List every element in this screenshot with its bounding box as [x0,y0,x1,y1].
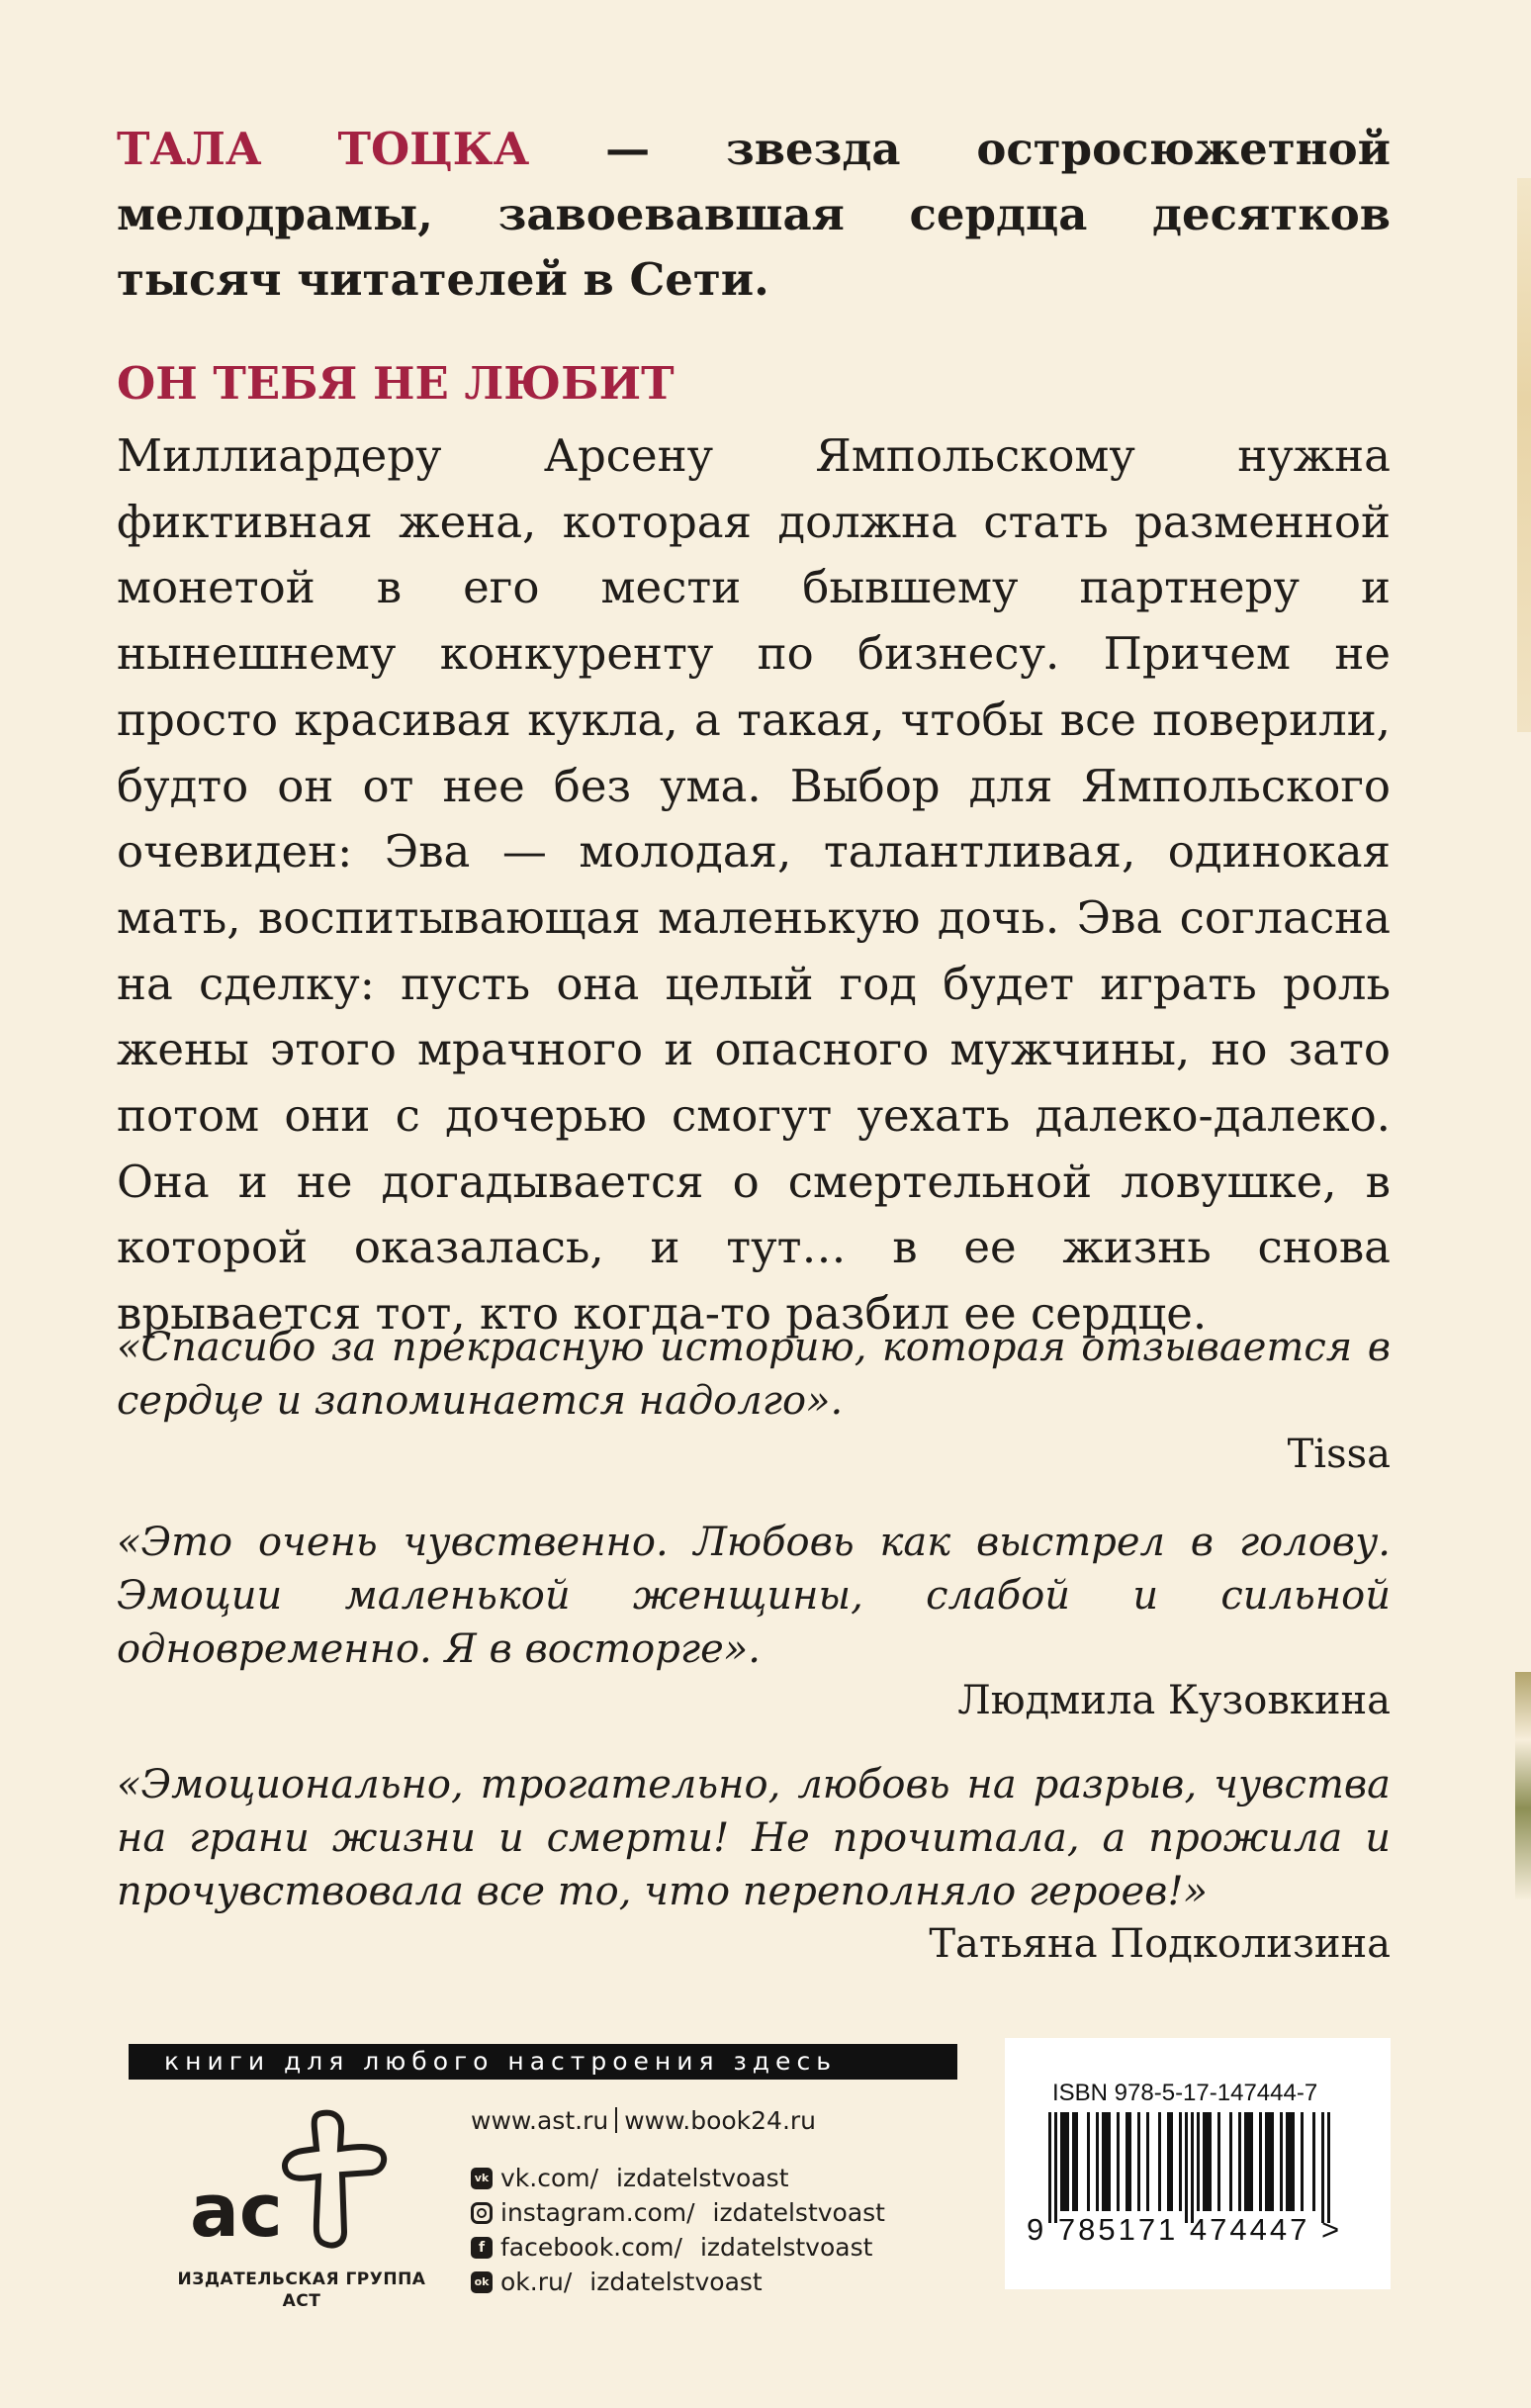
review-text: «Это очень чувственно. Любовь как выстрел в голову. Эмоции маленькой женщины, слабой и сильной одновременно. Я в восторге». [117,1520,1391,1672]
review-3 [117,1758,1391,1918]
barcode-bar [1244,2112,1247,2211]
barcode-bar [1247,2112,1250,2211]
barcode-bar [1137,2112,1140,2211]
odnoklassniki-icon: ok [471,2271,493,2293]
review-author: Tissa [1287,1432,1391,1477]
barcode-digits: 9 785171 474447 > [1027,2212,1343,2247]
barcode-bar [1203,2112,1206,2211]
review-text: «Спасибо за прекрасную историю, которая отзывается в сердце и запоминается надолго». [117,1325,1391,1424]
website-ast[interactable]: www.ast.ru [471,2106,609,2135]
barcode-bar [1066,2112,1069,2211]
review-2 [117,1516,1391,1676]
barcode-icon [1048,2112,1345,2226]
review-1 [117,1321,1391,1428]
barcode-bar [1321,2112,1324,2223]
barcode-bar [1229,2112,1232,2211]
isbn-number: ISBN 978-5-17-147444-7 [1052,2080,1318,2106]
barcode-bar [1206,2112,1209,2211]
facebook-icon: f [471,2237,493,2259]
annotation-text: Миллиардеру Арсену Ямпольскому нужна фиктивная жена, которая должна стать разменной монетой в его мести бывшему партнеру и нынешнему конкуренту по бизнесу. Причем не просто красивая кукла, а такая, чтобы все поверили, будто он от нее без ума. Выбор для Ямпольского очевиден: Эва — молодая, талантливая, одинокая мать, воспитывающая маленькую дочь. Эва согласна на сделку: пусть она целый год будет играть роль жены этого мрачного и опасного мужчины, но зато потом они с дочерью смогут уехать далеко-далеко. Она и не догадывается о смертельной ловушке, в которой оказалась, и тут… в ее жизнь снова врывается тот, кто когда-то разбил ее сердце. [117,429,1391,1341]
barcode-bar [1301,2112,1304,2211]
barcode-bar [1250,2112,1253,2211]
barcode-bar [1179,2112,1182,2211]
annotation [117,423,1391,1347]
barcode-bar [1117,2112,1120,2211]
barcode-bar [1102,2112,1105,2211]
barcode-bar [1096,2112,1099,2211]
barcode-bar [1265,2112,1268,2211]
vk-icon: vk [471,2168,493,2189]
barcode-bar [1289,2112,1292,2211]
barcode-bar [1312,2112,1315,2211]
barcode-bar [1209,2112,1212,2211]
barcode-bar [1048,2112,1051,2223]
tagline-bar: книги для любого настроения здесь [129,2044,957,2080]
barcode-bar [1128,2112,1131,2211]
review-author: Людмила Кузовкина [957,1678,1391,1723]
barcode-bar [1185,2112,1188,2223]
barcode-bar [1105,2112,1108,2211]
social-link-instagram[interactable]: instagram.com/ izdatelstvoast [471,2195,885,2230]
barcode-bar [1259,2112,1262,2211]
author-blurb [117,117,1391,313]
barcode-bar [1280,2112,1283,2211]
barcode-bar [1087,2112,1090,2211]
barcode-bar [1286,2112,1289,2211]
barcode-bar [1060,2112,1063,2211]
barcode-bar [1327,2112,1330,2223]
website-book24[interactable]: www.book24.ru [624,2106,817,2135]
ast-logo-text: ac [190,2169,283,2254]
barcode-bar [1271,2112,1274,2211]
barcode-bar [1158,2112,1161,2211]
instagram-icon [471,2202,493,2224]
social-link-vk[interactable]: vk vk.com/ izdatelstvoast [471,2161,885,2195]
barcode-bar [1292,2112,1295,2211]
ast-logo-icon [186,2105,394,2254]
barcode-bar [1054,2112,1057,2223]
book-title: ОН ТЕБЯ НЕ ЛЮБИТ [117,357,675,410]
cover-photo-edge [1517,178,1531,732]
social-link-facebook[interactable]: f facebook.com/ izdatelstvoast [471,2230,885,2265]
separator [615,2107,617,2133]
social-link-odnoklassniki[interactable]: ok ok.ru/ izdatelstvoast [471,2265,885,2299]
cover-leaf-edge [1515,1672,1531,1899]
barcode-bar [1167,2112,1170,2211]
barcode-bar [1126,2112,1128,2211]
review-author: Татьяна Подколизина [929,1921,1391,1967]
barcode-bar [1072,2112,1075,2211]
barcode-bar [1170,2112,1173,2211]
isbn-barcode-panel [1005,2038,1391,2289]
barcode-bar [1238,2112,1241,2211]
barcode-bar [1191,2112,1194,2223]
barcode-bar [1063,2112,1066,2211]
barcode-bar [1197,2112,1200,2211]
barcode-bar [1108,2112,1111,2211]
review-text: «Эмоционально, трогательно, любовь на разрыв, чувства на грани жизни и смерти! Не прочитала, а прожила и прочувствовала все то, что переполняло героев!» [117,1762,1391,1914]
barcode-bar [1146,2112,1149,2211]
barcode-bar [1075,2112,1078,2211]
barcode-bar [1268,2112,1271,2211]
publisher-links [471,2104,885,2299]
barcode-bar [1217,2112,1220,2211]
website-links [471,2104,885,2138]
author-description: — звезда остросюжетной мелодрамы, завоевавшая сердца десятков тысяч читателей в Сети. [117,123,1391,306]
author-name: ТАЛА ТОЦКА [117,123,530,175]
publisher-name: ИЗДАТЕЛЬСКАЯ ГРУППА АСТ [177,2269,426,2311]
